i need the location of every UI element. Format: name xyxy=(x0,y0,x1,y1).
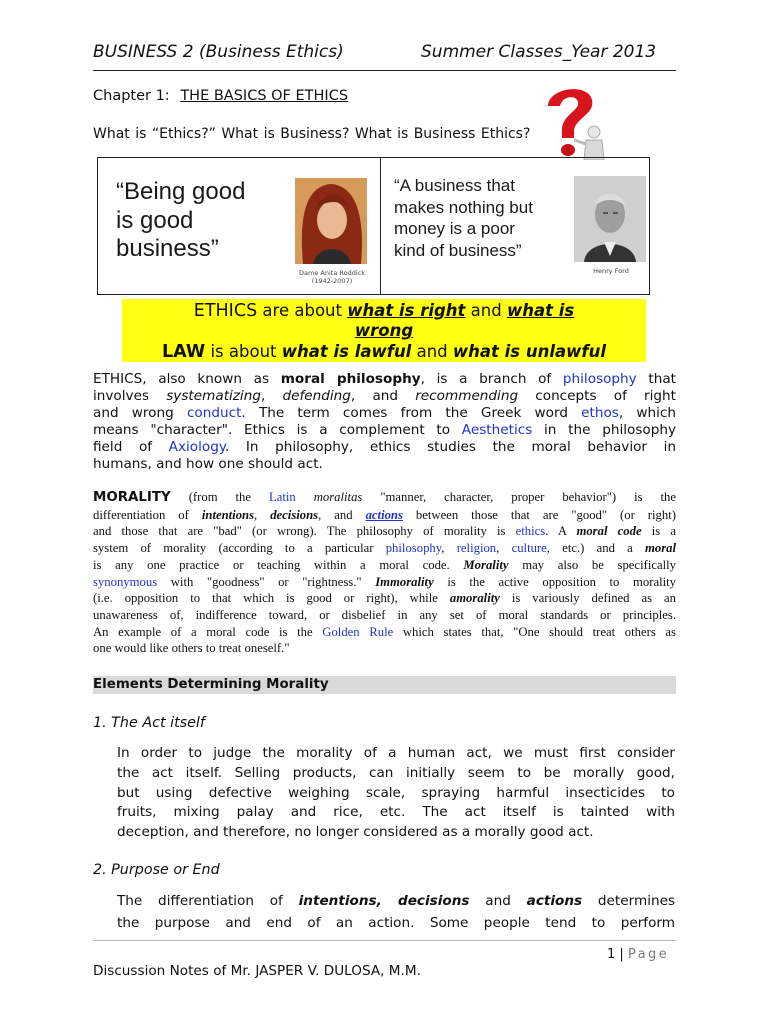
chapter-heading xyxy=(93,88,348,104)
page-number-value: 1 xyxy=(607,947,616,962)
chapter-label: Chapter 1: xyxy=(93,88,170,104)
text: (from the xyxy=(170,490,269,504)
quote-line: makes nothing but xyxy=(394,197,533,217)
term: MORALITY xyxy=(93,490,171,505)
term: defending xyxy=(282,388,351,404)
section-title: Elements Determining Morality xyxy=(93,677,329,692)
text: (i.e. opposition to that which is good or right), while xyxy=(93,591,450,606)
term: moral code xyxy=(576,524,642,539)
link-actions[interactable]: actions xyxy=(365,507,403,522)
ford-caption: Henry Ford xyxy=(593,267,629,275)
callout-text: and xyxy=(411,342,453,361)
text: , and xyxy=(318,507,366,522)
term: Morality xyxy=(463,557,509,572)
text: . The term comes from the Greek word xyxy=(241,405,582,421)
paragraph-line: the act itself. Selling products, can initially seem to be morally good, xyxy=(117,764,675,781)
henry-ford-portrait xyxy=(574,176,646,262)
link-culture[interactable]: culture xyxy=(511,541,547,556)
callout-emphasis: wrong xyxy=(354,321,414,340)
ethics-law-callout xyxy=(122,299,646,362)
link-latin[interactable]: Latin xyxy=(268,490,296,504)
text: The differentiation of xyxy=(117,893,299,909)
text: field of xyxy=(93,439,169,455)
callout-text: are about xyxy=(257,301,348,320)
term: ETHICS xyxy=(93,371,143,387)
paragraph-line xyxy=(93,422,676,439)
text: concepts of right xyxy=(518,388,676,404)
text: may also be specifically xyxy=(508,557,676,572)
purpose-paragraph xyxy=(117,891,675,934)
chapter-title: THE BASICS OF ETHICS xyxy=(180,88,349,104)
quote-ford xyxy=(394,175,533,261)
text: , is a branch of xyxy=(420,371,563,387)
ethics-definition-paragraph xyxy=(93,371,676,473)
caption-line: (1942-2007) xyxy=(311,277,353,285)
paragraph-line: one would like others to treat oneself." xyxy=(93,641,290,656)
quotes-panel xyxy=(97,157,650,295)
text: An example of a moral code is the xyxy=(93,624,323,639)
text: , xyxy=(254,507,271,522)
term: systematizing xyxy=(166,388,261,404)
paragraph-line xyxy=(93,388,676,405)
link-ethos[interactable]: ethos xyxy=(581,405,619,421)
paragraph-line xyxy=(93,624,676,641)
paragraph-line xyxy=(93,405,676,422)
quote-line: kind of business” xyxy=(394,240,522,260)
quote-line: business” xyxy=(116,235,219,262)
text: , and xyxy=(350,388,416,404)
quote-line: “A business that xyxy=(394,176,515,195)
link-religion[interactable]: religion xyxy=(456,541,497,556)
paragraph-line xyxy=(93,371,676,388)
text: , xyxy=(441,541,457,556)
term: moral philosophy xyxy=(280,371,421,387)
callout-emphasis: what is unlawful xyxy=(452,342,606,361)
text: involves xyxy=(93,388,167,404)
section-heading-elements xyxy=(93,676,676,694)
quote-line: “Being good xyxy=(116,178,246,205)
term: moral xyxy=(645,541,677,556)
text: , which xyxy=(618,405,677,421)
text: . In philosophy, ethics studies the moral behavior in xyxy=(224,439,677,455)
text: , etc.) and a xyxy=(546,541,645,556)
text: and those that are "bad" (or wrong). The philosophy of morality is xyxy=(93,524,516,539)
link-aesthetics[interactable]: Aesthetics xyxy=(461,422,533,438)
text: , xyxy=(496,541,512,556)
paragraph-line xyxy=(93,574,676,591)
footer-divider xyxy=(93,940,676,941)
term: amorality xyxy=(449,591,500,606)
callout-emphasis: what is right xyxy=(347,301,466,320)
paragraph-line: In order to judge the morality of a human act, we must first consider xyxy=(117,745,675,761)
paragraph-line xyxy=(93,489,676,507)
text: with "goodness" or "rightness." xyxy=(157,574,376,589)
term: Immorality xyxy=(375,574,434,589)
link-golden-rule[interactable]: Golden Rule xyxy=(322,624,394,639)
header-divider xyxy=(93,70,676,71)
term: decisions xyxy=(270,507,319,522)
link-synonymous[interactable]: synonymous xyxy=(93,574,158,589)
paragraph-line xyxy=(93,540,676,557)
term: intentions, decisions xyxy=(298,893,470,909)
paragraph-line: fruits, mixing palay and rice, etc. The act itself is tainted with xyxy=(117,804,675,821)
link-axiology[interactable]: Axiology xyxy=(168,439,225,455)
term: intentions xyxy=(201,507,255,522)
paragraph-line: humans, and how one should act. xyxy=(93,456,323,472)
text: and xyxy=(469,893,527,909)
intro-questions: What is “Ethics?” What is Business? What is Business Ethics? xyxy=(93,126,531,142)
quote-line: money is a poor xyxy=(394,219,515,239)
text: , xyxy=(260,388,283,404)
roddick-caption xyxy=(290,269,374,285)
caption-line: Dame Anita Roddick xyxy=(299,269,365,277)
text: and wrong xyxy=(93,405,187,421)
text: determines xyxy=(582,893,676,909)
term: moralitas xyxy=(313,490,363,504)
term: recommending xyxy=(415,388,519,404)
callout-text: and xyxy=(465,301,507,320)
page-word: Page xyxy=(627,947,670,962)
text: is any one practice or teaching within a moral code. xyxy=(93,557,464,572)
text: system of morality (according to a particular xyxy=(93,541,386,556)
callout-line-ethics xyxy=(122,301,646,321)
callout-line-wrong xyxy=(122,321,646,340)
link-philosophy[interactable]: philosophy xyxy=(562,371,637,387)
paragraph-line xyxy=(93,590,676,607)
paragraph-line: unawareness of, indifference toward, or disbelief in any set of moral standards or principles. xyxy=(93,607,676,622)
text: that xyxy=(636,371,676,387)
header-course-title: BUSINESS 2 (Business Ethics) xyxy=(93,42,344,62)
morality-definition-paragraph xyxy=(93,489,676,657)
paragraph-line xyxy=(93,557,676,574)
text xyxy=(296,490,314,504)
link-conduct[interactable]: conduct xyxy=(186,405,242,421)
text: "manner, character, proper behavior") is the xyxy=(362,490,676,504)
question-mark-figure-icon xyxy=(528,80,618,160)
page-number xyxy=(607,947,669,962)
text: differentiation of xyxy=(93,507,202,522)
paragraph-line xyxy=(93,523,676,540)
text: is a xyxy=(641,524,676,539)
callout-emphasis: what is lawful xyxy=(281,342,412,361)
quote-line: is good xyxy=(116,206,194,234)
subsection-title-act: 1. The Act itself xyxy=(93,715,205,731)
link-philosophy[interactable]: philosophy xyxy=(385,541,442,556)
page-separator: | xyxy=(615,947,628,962)
paragraph-line: deception, and therefore, no longer considered as a morally good act. xyxy=(117,824,594,841)
text: , also known as xyxy=(142,371,281,387)
callout-emphasis: what is xyxy=(506,301,575,320)
header-term: Summer Classes_Year 2013 xyxy=(421,42,657,62)
quote-roddick xyxy=(116,178,245,264)
quotes-divider xyxy=(380,158,381,294)
callout-line-law xyxy=(122,342,646,362)
text: is variously defined as an xyxy=(499,591,676,606)
footer-author: Discussion Notes of Mr. JASPER V. DULOSA, M.M. xyxy=(93,963,421,979)
text: means "character". Ethics is a complement to xyxy=(93,422,462,438)
paragraph-line xyxy=(93,439,676,456)
text: in the philosophy xyxy=(532,422,677,438)
subsection-title-purpose: 2. Purpose or End xyxy=(93,862,220,878)
callout-term-ethics: ETHICS xyxy=(193,301,258,321)
act-itself-paragraph xyxy=(117,744,675,843)
text: . A xyxy=(545,524,577,539)
anita-roddick-portrait xyxy=(295,178,367,264)
paragraph-line: the purpose and end of an action. Some people tend to perform xyxy=(117,914,675,931)
text: between those that are "good" (or right) xyxy=(402,507,676,522)
link-ethics[interactable]: ethics xyxy=(515,524,546,539)
paragraph-line: but using defective weighing scale, spraying harmful insecticides to xyxy=(117,784,675,801)
callout-term-law: LAW xyxy=(162,342,206,362)
text: is the active opposition to morality xyxy=(433,574,676,589)
paragraph-line xyxy=(117,891,675,913)
paragraph-line xyxy=(93,507,676,524)
text: which states that, "One should treat others as xyxy=(393,624,676,639)
term: actions xyxy=(526,893,583,909)
callout-text: is about xyxy=(205,342,282,361)
